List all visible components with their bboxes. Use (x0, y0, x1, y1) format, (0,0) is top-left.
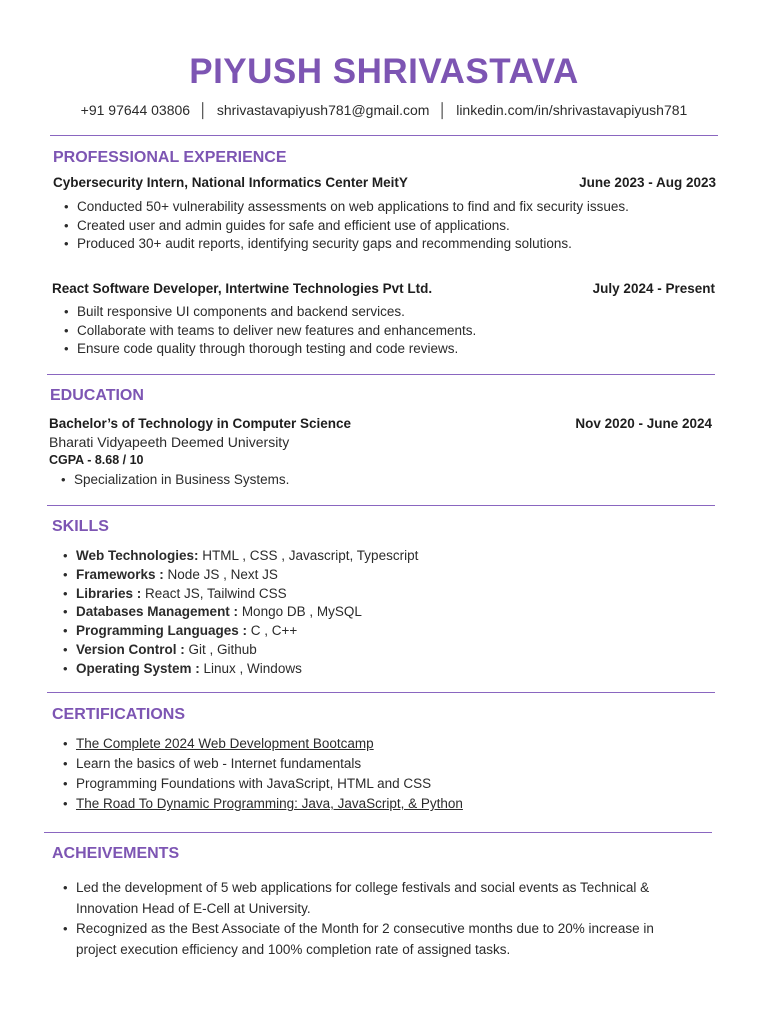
skill-label: Frameworks : (76, 566, 164, 582)
skill-label: Web Technologies: (76, 548, 199, 563)
section-title-certifications: CERTIFICATIONS (52, 706, 186, 723)
section-title-experience: PROFESSIONAL EXPERIENCE (53, 149, 287, 166)
education-bullets (59, 471, 659, 490)
list-item (61, 622, 661, 641)
job-bullets (62, 198, 662, 254)
job-dates: June 2023 - Aug 2023 (579, 175, 716, 190)
list-item: • Conducted 50+ vulnerability assessments on web applications to find and fix security issues. (62, 198, 662, 217)
list-item: • Learn the basics of web - Internet fundamentals (61, 754, 681, 774)
list-item (61, 794, 681, 814)
list-item (61, 547, 661, 566)
job-dates: July 2024 - Present (592, 281, 715, 296)
linkedin-link[interactable]: linkedin.com/in/shrivastavapiyush781 (456, 102, 688, 118)
certifications-list (61, 734, 681, 814)
contact-line (0, 102, 768, 118)
skill-value: C , C++ (247, 623, 298, 639)
skill-label: Libraries : (76, 585, 142, 601)
list-item (61, 641, 661, 660)
list-item: • Built responsive UI components and backend services. (62, 303, 662, 322)
skill-value: Git , Github (184, 641, 257, 657)
list-item: • Created user and admin guides for safe and efficient use of applications. (62, 217, 662, 236)
list-item: • Led the development of 5 web applications for college festivals and social events as Technical & Innovation Head of E-Cell at University. (61, 878, 661, 919)
school-name: Bharati Vidyapeeth Deemed University (49, 434, 290, 450)
skill-value: Linux , Windows (199, 660, 302, 676)
skill-value: Mongo DB , MySQL (238, 604, 362, 620)
list-item (61, 603, 661, 622)
job-title: Cybersecurity Intern, National Informatics Center MeitY (53, 175, 408, 190)
divider (50, 135, 718, 136)
list-item (61, 585, 661, 604)
certification-link[interactable]: The Road To Dynamic Programming: Java, JavaScript, & Python (76, 796, 463, 811)
section-title-skills: SKILLS (52, 518, 109, 535)
list-item: • Ensure code quality through thorough testing and code reviews. (62, 340, 662, 359)
list-item: • Specialization in Business Systems. (59, 471, 659, 490)
certification-link[interactable]: The Complete 2024 Web Development Bootcamp (76, 736, 374, 751)
degree-title: Bachelor’s of Technology in Computer Science (49, 416, 352, 431)
list-item: • Programming Foundations with JavaScript, HTML and CSS (61, 774, 681, 794)
separator: │ (438, 102, 448, 118)
phone: +91 97644 03806 (80, 102, 191, 118)
skill-value: Node JS , Next JS (163, 566, 278, 582)
skill-value: HTML , CSS , Javascript, Typescript (198, 548, 419, 563)
section-title-education: EDUCATION (50, 387, 144, 404)
divider (47, 374, 715, 375)
job-title: React Software Developer, Intertwine Technologies Pvt Ltd. (52, 281, 433, 296)
section-title-achievements: ACHEIVEMENTS (52, 845, 180, 862)
candidate-name: PIYUSH SHRIVASTAVA (189, 52, 579, 91)
skill-label: Operating System : (76, 660, 200, 676)
divider (47, 692, 715, 693)
list-item: • Recognized as the Best Associate of the Month for 2 consecutive months due to 20% increase in project execution efficiency and 100% completion rate of assigned tasks. (61, 919, 661, 960)
list-item (61, 734, 681, 754)
skill-label: Programming Languages : (76, 623, 248, 639)
education-dates: Nov 2020 - June 2024 (575, 416, 712, 431)
divider (47, 505, 715, 506)
skills-list (61, 547, 661, 679)
skill-label: Version Control : (76, 641, 185, 657)
skill-value: React JS, Tailwind CSS (141, 585, 287, 601)
divider (44, 832, 712, 833)
list-item: • Collaborate with teams to deliver new features and enhancements. (62, 322, 662, 341)
cgpa: CGPA - 8.68 / 10 (49, 453, 144, 467)
list-item (61, 566, 661, 585)
list-item (61, 660, 661, 679)
list-item: • Produced 30+ audit reports, identifying security gaps and recommending solutions. (62, 235, 662, 254)
job-bullets (62, 303, 662, 359)
email-link[interactable]: shrivastavapiyush781@gmail.com (216, 102, 430, 118)
achievements-list (61, 878, 661, 960)
separator: │ (199, 102, 208, 118)
skill-label: Databases Management : (76, 604, 239, 620)
